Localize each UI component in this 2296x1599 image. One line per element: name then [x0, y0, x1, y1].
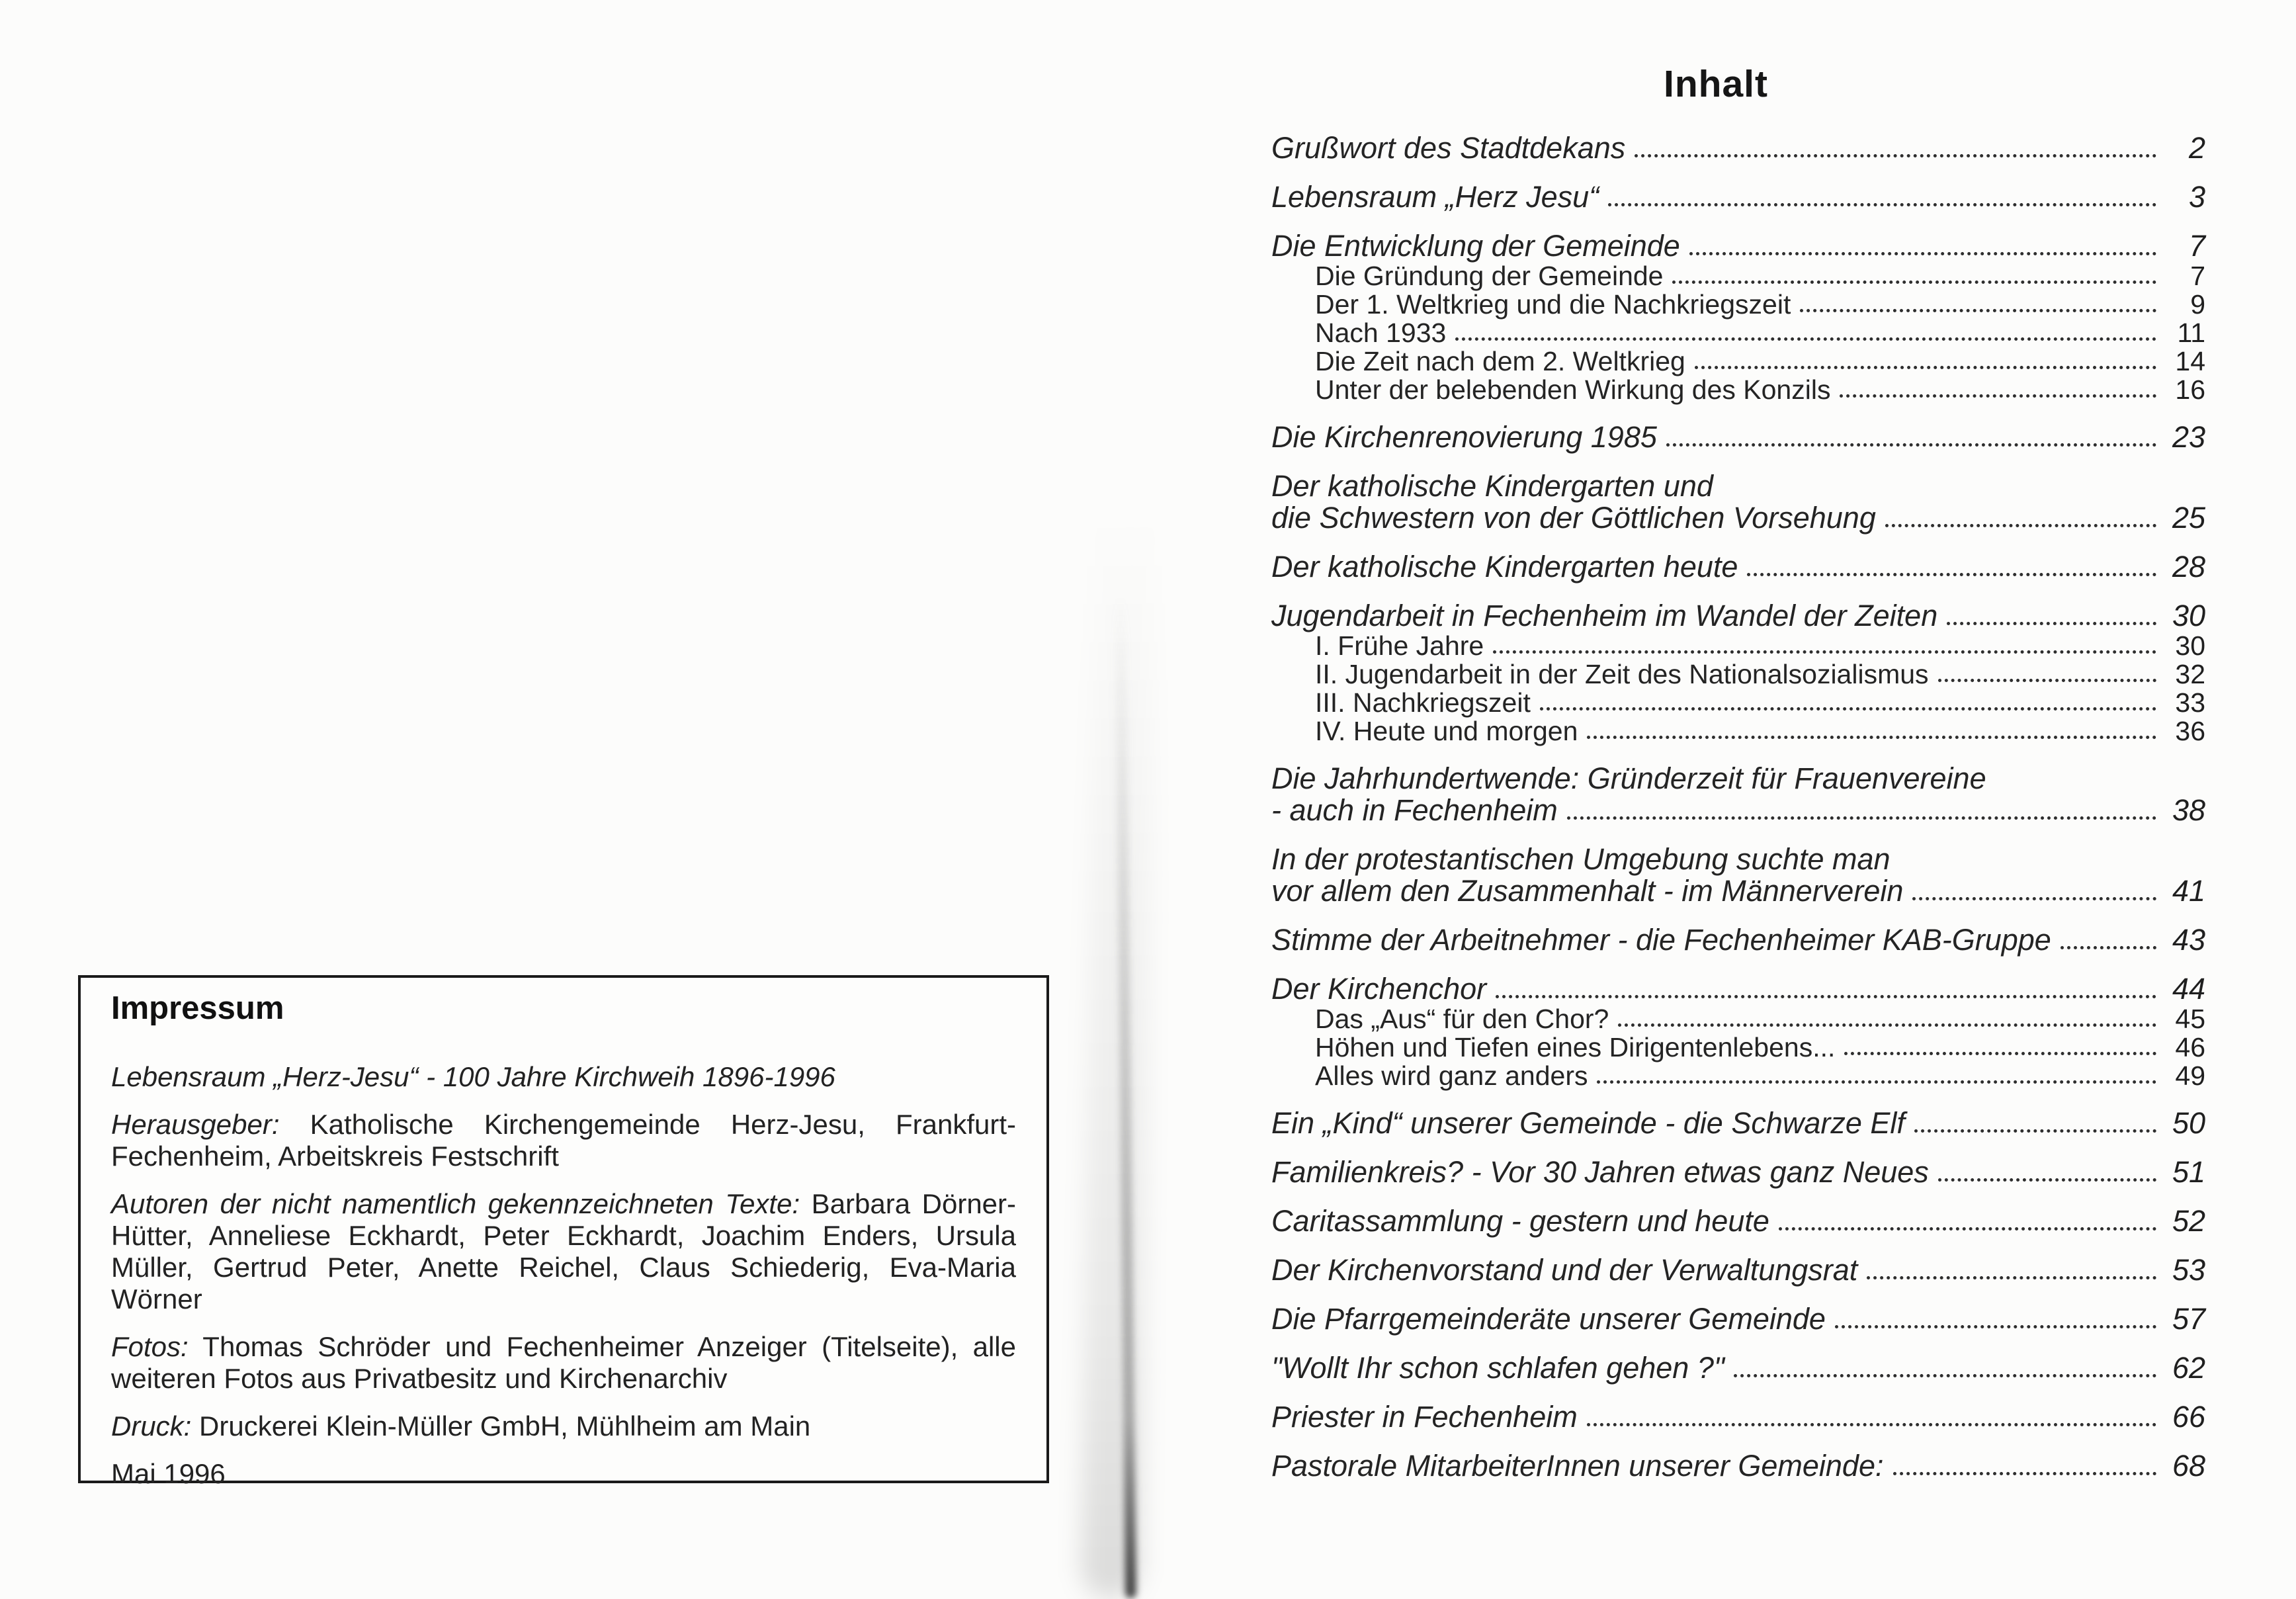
toc-page-number: 49	[2175, 1060, 2205, 1091]
toc-entry	[1271, 230, 2205, 262]
impressum-label: Druck:	[111, 1410, 192, 1442]
toc-dot-leader	[1912, 897, 2156, 900]
toc-dot-leader	[1734, 1374, 2156, 1377]
toc-entry-text: Priester in Fechenheim	[1271, 1400, 1578, 1434]
toc-dot-leader	[1893, 1472, 2157, 1475]
toc-entry-text: - auch in Fechenheim	[1271, 793, 1558, 827]
toc-entry	[1271, 376, 2205, 404]
toc-entry	[1271, 1156, 2205, 1188]
impressum-paragraph: Herausgeber: Katholische Kirchengemeinde Herz-Jesu, Frankfurt-Fechenheim, Arbeitskreis Festschrift	[111, 1109, 1016, 1172]
toc-entry	[1271, 470, 2205, 502]
toc-entry	[1271, 717, 2205, 746]
toc-dot-leader	[2061, 946, 2156, 949]
impressum-paragraph: Autoren der nicht namentlich gekennzeichneten Texte: Barbara Dörner-Hütter, Anneliese Eckhardt, Peter Eckhardt, Joachim Enders, Ursula Müller, Gertrud Peter, Anette Reichel, Claus Schiederig, Eva-Maria Wörner	[111, 1188, 1017, 1315]
toc-entry	[1271, 689, 2205, 717]
toc-dot-leader	[1635, 154, 2156, 157]
toc-dot-leader	[1455, 337, 2156, 341]
toc-page-number: 2	[2188, 131, 2205, 165]
toc-page-number: 33	[2175, 687, 2205, 718]
toc-entry	[1271, 1450, 2205, 1482]
toc-entry	[1271, 1005, 2205, 1033]
toc-dot-leader	[1747, 573, 2156, 576]
toc-page-number: 66	[2172, 1400, 2205, 1434]
toc-dot-leader	[1938, 1178, 2156, 1182]
impressum-paragraph: Lebensraum „Herz-Jesu“ - 100 Jahre Kirchweih 1896-1996	[111, 1061, 835, 1092]
toc-page-number: 43	[2172, 923, 2205, 957]
toc-entry	[1271, 660, 2205, 689]
toc-entry-text: Die Jahrhundertwende: Gründerzeit für Frauenvereine	[1271, 761, 1986, 795]
toc-page-number: 23	[2172, 420, 2205, 454]
toc-entry-text: Pastorale MitarbeiterInnen unserer Gemeinde:	[1271, 1449, 1884, 1483]
toc-page-number: 38	[2172, 793, 2205, 827]
toc-entry-text: II. Jugendarbeit in der Zeit des Nationalsozialismus	[1315, 659, 1929, 689]
toc-entry-text: vor allem den Zusammenhalt - im Männerverein	[1271, 874, 1904, 908]
impressum-paragraph: Mai 1996	[111, 1458, 226, 1489]
toc-page-number: 41	[2172, 874, 2205, 908]
toc-dot-leader	[1867, 1276, 2156, 1279]
impressum-title: Impressum	[111, 990, 284, 1026]
toc-entry-text: Der katholische Kindergarten heute	[1271, 550, 1738, 583]
toc-entry	[1271, 843, 2205, 875]
toc-entry	[1271, 1352, 2205, 1384]
toc-entries	[1271, 132, 2205, 1482]
toc-entry-text: Lebensraum „Herz Jesu“	[1271, 180, 1599, 214]
toc-entry-text: III. Nachkriegszeit	[1315, 687, 1531, 718]
toc-entry	[1271, 1303, 2205, 1335]
toc-entry-text: Unter der belebenden Wirkung des Konzils	[1315, 374, 1831, 405]
toc-entry	[1271, 600, 2205, 632]
impressum-paragraphs	[111, 1061, 1016, 1490]
toc-dot-leader	[1672, 281, 2156, 284]
toc-dot-leader	[1608, 203, 2156, 206]
toc-entry	[1271, 290, 2205, 319]
toc-page-number: 16	[2175, 374, 2205, 405]
toc-entry-text: In der protestantischen Umgebung suchte man	[1271, 842, 1891, 876]
impressum-label: Autoren der nicht namentlich gekennzeichneten Texte:	[111, 1188, 800, 1219]
toc-page-number: 25	[2172, 501, 2205, 535]
impressum-paragraph: Fotos: Thomas Schröder und Fechenheimer Anzeiger (Titelseite), alle weiteren Fotos aus Privatbesitz und Kirchenarchiv	[111, 1331, 1016, 1394]
toc-dot-leader	[1597, 1080, 2156, 1084]
toc-dot-leader	[1835, 1325, 2156, 1328]
toc-entry-text: Das „Aus“ für den Chor?	[1315, 1004, 1609, 1034]
toc-dot-leader	[1695, 366, 2156, 369]
toc-entry-text: Caritassammlung - gestern und heute	[1271, 1204, 1769, 1238]
impressum-box	[78, 975, 1049, 1489]
toc-page-number: 11	[2177, 318, 2205, 348]
toc-entry-text: Der 1. Weltkrieg und die Nachkriegszeit	[1315, 289, 1791, 320]
toc-title: Inhalt	[1664, 63, 1768, 105]
toc-entry-text: Die Gründung der Gemeinde	[1315, 261, 1664, 291]
toc-page-number: 51	[2172, 1155, 2205, 1189]
toc-entry	[1271, 1205, 2205, 1237]
toc-entry-text: Die Entwicklung der Gemeinde	[1271, 229, 1680, 263]
toc-entry-text: Jugendarbeit in Fechenheim im Wandel der Zeiten	[1271, 599, 1938, 632]
toc-page-number: 44	[2172, 972, 2205, 1006]
toc-entry-text: "Wollt Ihr schon schlafen gehen ?"	[1271, 1351, 1724, 1385]
toc-entry	[1271, 763, 2205, 795]
toc-page-number: 28	[2172, 550, 2205, 583]
toc-entry	[1271, 319, 2205, 347]
toc-page-number: 36	[2175, 716, 2205, 746]
toc-entry	[1271, 551, 2205, 583]
toc-page-number: 7	[2188, 229, 2205, 263]
toc-page-number: 3	[2188, 180, 2205, 214]
toc-entry-text: Ein „Kind“ unserer Gemeinde - die Schwarze Elf	[1271, 1106, 1905, 1140]
toc-dot-leader	[1844, 1052, 2156, 1055]
toc-entry	[1271, 502, 2205, 534]
toc-dot-leader	[1914, 1129, 2156, 1133]
toc-entry-text: die Schwestern von der Göttlichen Vorsehung	[1271, 501, 1876, 535]
toc-page-number: 46	[2175, 1032, 2205, 1062]
toc-dot-leader	[1567, 816, 2156, 820]
toc-dot-leader	[1800, 309, 2156, 312]
toc-page-number: 7	[2190, 261, 2205, 291]
toc-entry	[1271, 632, 2205, 660]
toc-dot-leader	[1885, 524, 2156, 527]
toc-entry-text: Nach 1933	[1315, 318, 1447, 348]
toc-entry-text: Die Zeit nach dem 2. Weltkrieg	[1315, 346, 1685, 376]
toc-page-number: 53	[2172, 1253, 2205, 1287]
toc-entry-text: Der Kirchenvorstand und der Verwaltungsrat	[1271, 1253, 1858, 1287]
toc-dot-leader	[1587, 1423, 2156, 1426]
toc-entry-text: Alles wird ganz anders	[1315, 1060, 1588, 1091]
toc-page-number: 57	[2172, 1302, 2205, 1336]
toc-entry	[1271, 181, 2205, 213]
toc-entry-text: Der katholische Kindergarten und	[1271, 469, 1713, 503]
toc-entry	[1271, 875, 2205, 907]
toc-entry-text: Höhen und Tiefen eines Dirigentenlebens...	[1315, 1032, 1836, 1062]
toc-entry-text: IV. Heute und morgen	[1315, 716, 1578, 746]
toc-entry-text: Grußwort des Stadtdekans	[1271, 131, 1626, 165]
toc-dot-leader	[1618, 1023, 2156, 1027]
toc-entry-text: Die Pfarrgemeinderäte unserer Gemeinde	[1271, 1302, 1826, 1336]
toc-dot-leader	[1938, 679, 2156, 682]
toc-entry	[1271, 1062, 2205, 1090]
toc-page-number: 32	[2175, 659, 2205, 689]
toc-dot-leader	[1493, 650, 2156, 654]
toc-page-number: 52	[2172, 1204, 2205, 1238]
table-of-contents	[1271, 62, 2205, 1482]
toc-entry	[1271, 1254, 2205, 1286]
toc-page-number: 45	[2175, 1004, 2205, 1034]
toc-page-number: 30	[2172, 599, 2205, 632]
toc-dot-leader	[1840, 394, 2156, 398]
toc-entry	[1271, 1401, 2205, 1433]
toc-entry	[1271, 132, 2205, 164]
toc-entry	[1271, 262, 2205, 290]
toc-entry-text: Familienkreis? - Vor 30 Jahren etwas ganz Neues	[1271, 1155, 1929, 1189]
toc-entry-text: Der Kirchenchor	[1271, 972, 1487, 1006]
toc-entry	[1271, 421, 2205, 453]
toc-page-number: 9	[2190, 289, 2205, 320]
toc-dot-leader	[1587, 736, 2156, 739]
toc-entry	[1271, 347, 2205, 376]
toc-entry	[1271, 1033, 2205, 1062]
toc-entry	[1271, 973, 2205, 1005]
toc-entry	[1271, 1107, 2205, 1139]
impressum-paragraph: Druck: Druckerei Klein-Müller GmbH, Mühlheim am Main	[111, 1410, 811, 1442]
toc-page-number: 14	[2175, 346, 2205, 376]
toc-dot-leader	[1947, 622, 2156, 625]
toc-page-number: 62	[2172, 1351, 2205, 1385]
toc-entry	[1271, 795, 2205, 826]
toc-dot-leader	[1666, 443, 2156, 447]
toc-dot-leader	[1689, 252, 2156, 255]
toc-entry-text: Die Kirchenrenovierung 1985	[1271, 420, 1657, 454]
impressum-label: Herausgeber:	[111, 1109, 280, 1140]
toc-dot-leader	[1779, 1227, 2156, 1231]
toc-page-number: 68	[2172, 1449, 2205, 1483]
toc-dot-leader	[1496, 995, 2156, 998]
toc-page-number: 30	[2175, 630, 2205, 661]
toc-entry	[1271, 924, 2205, 956]
toc-entry-text: Stimme der Arbeitnehmer - die Fechenheimer KAB-Gruppe	[1271, 923, 2051, 957]
toc-entry-text: I. Frühe Jahre	[1315, 630, 1484, 661]
toc-dot-leader	[1540, 707, 2156, 711]
toc-page-number: 50	[2172, 1106, 2205, 1140]
impressum-label: Fotos:	[111, 1331, 189, 1362]
